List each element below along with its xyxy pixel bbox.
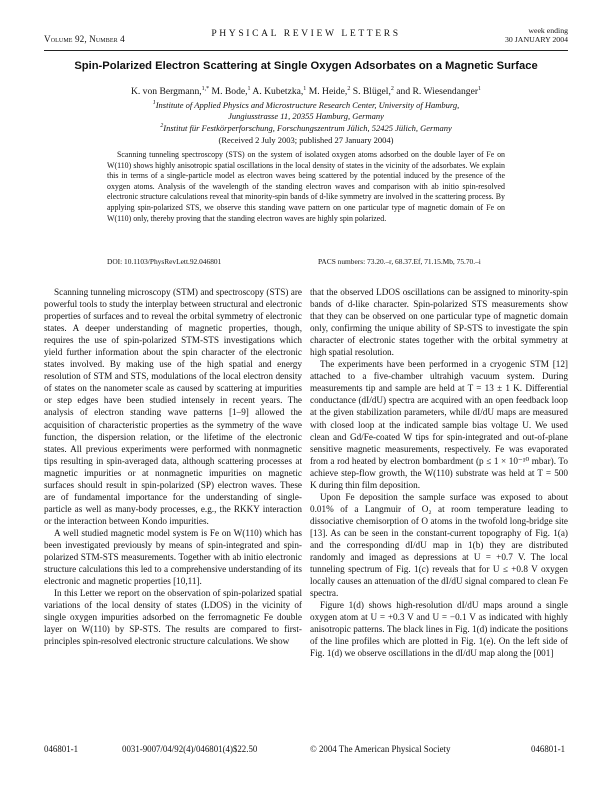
paragraph: Upon Fe deposition the sample surface was exposed to about 0.01% of a Langmuir of O₂ at room temperature leading to dissociative chemisorption of O atoms in the twofold long-bridge site [13]. As can be seen in the constant-current topography of Fig. 1(a) and the corresponding dI/dU map in 1(b) they are distributed randomly and imaged as depressions at U = +0.7 V. The local tunneling spectrum of Fig. 1(c) reveals that for U ≤ +0.8 V oxygen locally causes an attenuation of the dI/dU signal compared to clean Fe spectra. xyxy=(310,491,568,599)
author: K. von Bergmann, xyxy=(130,86,202,97)
paragraph: The experiments have been performed in a cryogenic STM [12] attached to a five-chamber ultrahigh vacuum system. During measurements tip and sample are held at T = 13 ± 1 K. Differential conductance (dI/dU) spectra are acquired with an open feedback loop at the given stabilization parameters, while dI/dU maps are measured with closed loop at the indicated sample bias voltage U. We used clean and Gd/Fe-coated W tips for spin-integrated and out-of-plane sensitive magnetic measurements, respectively. Fe was evaporated from a rod heated by electron bombardment (p ≤ 1 × 10⁻¹⁰ mbar). To achieve step-flow growth, the W(110) substrate was held at T = 500 K during thin film deposition. xyxy=(310,359,568,490)
pacs-numbers: PACS numbers: 73.20.–r, 68.37.Ef, 71.15.Mb, 75.70.–i xyxy=(318,257,481,266)
paragraph: In this Letter we report on the observation of spin-polarized spatial variations of the local density of states (LDOS) in the vicinity of single oxygen impurities adsorbed on the ferromagnetic Fe double layer on W(110) by SP-STS. The results are compared to first-principles spin-resolved electronic structure calculations. We show xyxy=(44,588,302,647)
affiliation-1 xyxy=(30,100,582,121)
page-number-right: 046801-1 xyxy=(531,744,566,754)
affil-line: Institut für Festkörperforschung, Forschungszentrum Jülich, 52425 Jülich, Germany xyxy=(163,123,452,133)
paragraph: Scanning tunneling microscopy (STM) and spectroscopy (STS) are powerful tools to study the interplay between structural and electronic properties of surfaces and to reveal the orbital symmetry of electronic states. A deeper understanding of magnetic properties, though, requires the use of spin-polarized STM-STS investigations which yield further information about the spin character of the electronic states involved. By making use of the high spatial and energy resolution of STM and STS, modulations of the local electron density of states on the nanometer scale as caused by scattering at impurities or step edges have been studied intensely in recent years. The analysis of electron standing wave patterns [1–9] allowed the acquisition of characteristic properties as the symmetry of the wave function, the dispersion relation, or the lifetime of the electronic states. All previous experiments were performed with nonmagnetic tips resulting in spin-averaged data, although scattering processes at magnetic impurities or at nonmagnetic impurities on magnetic surfaces should result in spin-polarized (SP) electron waves. These are of fundamental importance for the understanding of single-particle as well as many-body processes, e.g., the RKKY interaction or the interaction between Kondo impurities. xyxy=(44,287,302,526)
author-affil-mark: 2 xyxy=(390,85,394,92)
author-affil-mark: 1 xyxy=(478,85,482,92)
body-column-left xyxy=(44,286,302,647)
affil-line: Institute of Applied Physics and Microstructure Research Center, University of Hamburg, xyxy=(155,100,460,110)
page-number-left: 046801-1 xyxy=(44,744,79,754)
author: A. Kubetzka, xyxy=(252,86,304,97)
author-affil-mark: 1 xyxy=(303,85,307,92)
copyright-notice: © 2004 The American Physical Society xyxy=(310,744,451,754)
volume-number: Volume 92, Number 4 xyxy=(44,34,125,44)
paper-title: Spin-Polarized Electron Scattering at Single Oxygen Adsorbates on a Magnetic Surface xyxy=(74,60,538,72)
author-affil-mark: 2 xyxy=(347,85,351,92)
journal-name: PHYSICAL REVIEW LETTERS xyxy=(211,28,401,39)
affil-line: Jungiusstrasse 11, 20355 Hamburg, Germany xyxy=(228,110,384,121)
author-affil-mark: 1,* xyxy=(201,85,210,92)
paragraph: that the observed LDOS oscillations can be assigned to minority-spin bands of d-like character. Spin-polarized STS measurements show that they can be observed on one particular type of magnetic domain only, confirming the unique ability of SP-STS to investigate the spin character of electronic states together with the orbital symmetry at high spatial resolution. xyxy=(310,287,568,358)
paragraph: A well studied magnetic model system is Fe on W(110) which has been investigated previously by means of spin-integrated and spin-polarized STM-STS measurements. Together with ab initio electronic structure calculations this led to a comprehensive understanding of its electronic and magnetic properties [10,11]. xyxy=(44,527,302,587)
author-affil-mark: 1 xyxy=(247,85,251,92)
affil-mark: 1 xyxy=(152,100,156,107)
abstract: Scanning tunneling spectroscopy (STS) on the system of isolated oxygen atoms adsorbed on the double layer of Fe on W(110) shows highly anisotropic spatial oscillations in the local density of states in the vicinity of the adsorbates. We explain this in terms of a single-particle model as electron waves being scattered by the potential induced by the presence of the oxygen atoms. Analysis of the wavelength of the standing electron waves and comparison with ab initio spin-resolved electronic structure calculations reveal that minority-spin bands of d-like symmetry are involved in the scattering process. By applying spin-polarized STS, we observe this standing wave pattern on one particular type of magnetic domain of Fe on W(110) only, thereby proving that the standing electron waves are highly spin polarized. xyxy=(107,150,505,223)
affil-mark: 2 xyxy=(160,123,164,130)
article-code: 0031-9007/04/92(4)/046801(4)$22.50 xyxy=(122,744,258,754)
author: M. Heide, xyxy=(308,86,348,97)
author: M. Bode, xyxy=(211,86,248,97)
paragraph: Figure 1(d) shows high-resolution dI/dU maps around a single oxygen atom at U = +0.3 V and U = −0.1 V as indicated with highly anisotropic patterns. The black lines in Fig. 1(d) indicate the positions of the line profiles which are plotted in Fig. 1(e). On the left side of Fig. 1(d) we observe oscillations in the dI/dU map along the [001] xyxy=(310,600,568,659)
doi-link[interactable]: DOI: 10.1103/PhysRevLett.92.046801 xyxy=(107,257,222,266)
running-header xyxy=(44,22,568,51)
body-column-right xyxy=(310,286,568,659)
week-date: 30 JANUARY 2004 xyxy=(505,35,568,44)
author: S. Blügel, xyxy=(352,86,391,97)
author: and R. Wiesendanger xyxy=(396,86,479,97)
received-date: (Received 2 July 2003; published 27 January 2004) xyxy=(218,135,394,145)
week-label: week ending xyxy=(528,26,568,35)
issue-date xyxy=(505,26,568,44)
affiliation-2 xyxy=(30,123,582,134)
author-list xyxy=(30,86,582,97)
